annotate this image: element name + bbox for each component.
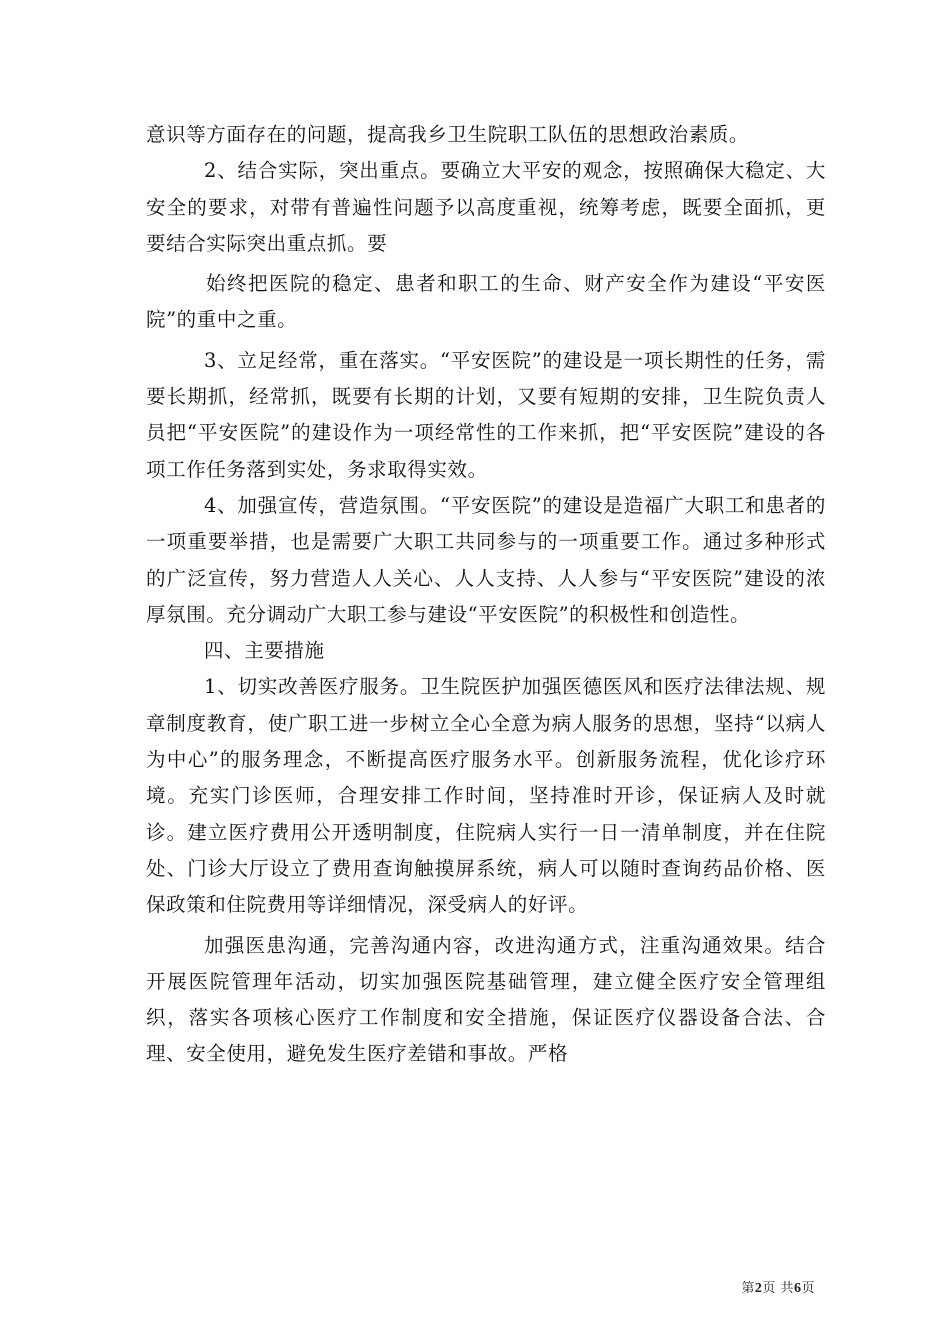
paragraph-point-4: 4、加强宣传，营造氛围。“平安医院”的建设是造福广大职工和患者的一项重要举措，也是需要广大职工共同参与的一项重要工作。通过多种形式的广泛宣传，努力营造人人关心、人人支持、人人参与“平安医院”建设的浓厚氛围。充分调动广大职工参与建设“平安医院”的积极性和创造性。	[146, 493, 826, 626]
page-number-footer	[700, 1277, 815, 1297]
paragraph-point-3: 3、立足经常，重在落实。“平安医院”的建设是一项长期性的任务，需要长期抓，经常抓，既要有长期的计划，又要有短期的安排，卫生院负责人员把“平安医院”的建设作为一项经常性的工作来抓，把“平安医院”建设的各项工作任务落到实处，务求取得实效。	[146, 348, 826, 481]
paragraph-communication: 加强医患沟通，完善沟通内容，改进沟通方式，注重沟通效果。结合开展医院管理年活动，切实加强医院基础管理，建立健全医疗安全管理组织，落实各项核心医疗工作制度和安全措施，保证医疗仪器设备合法、合理、安全使用，避免发生医疗差错和事故。严格	[146, 933, 826, 1066]
paragraph-point-2: 2、结合实际，突出重点。要确立大平安的观念，按照确保大稳定、大安全的要求，对带有普遍性问题予以高度重视，统筹考虑，既要全面抓，更要结合实际突出重点抓。要	[146, 159, 826, 255]
paragraph-continuation: 意识等方面存在的问题，提高我乡卫生院职工队伍的思想政治素质。	[146, 123, 750, 146]
paragraph-measure-1: 1、切实改善医疗服务。卫生院医护加强医德医风和医疗法律法规、规章制度教育，使广职工进一步树立全心全意为病人服务的思想，坚持“以病人为中心”的服务理念，不断提高医疗服务水平。创新服务流程，优化诊疗环境。充实门诊医师，合理安排工作时间，坚持准时开诊，保证病人及时就诊。建立医疗费用公开透明制度，住院病人实行一日一清单制度，并在住院处、门诊大厅设立了费用查询触摸屏系统，病人可以随时查询药品价格、医保政策和住院费用等详细情况，深受病人的好评。	[146, 675, 826, 917]
document-body	[146, 117, 826, 1073]
footer-total-pages: 6	[793, 1281, 802, 1296]
footer-current-page: 2	[754, 1281, 763, 1296]
section-heading-measures: 四、主要措施	[204, 639, 325, 663]
footer-middle: 页 共	[762, 1281, 794, 1296]
paragraph-stability: 始终把医院的稳定、患者和职工的生命、财产安全作为建设“平安医院”的重中之重。	[146, 272, 826, 332]
footer-prefix: 第	[741, 1281, 755, 1296]
footer-suffix: 页	[801, 1281, 815, 1296]
